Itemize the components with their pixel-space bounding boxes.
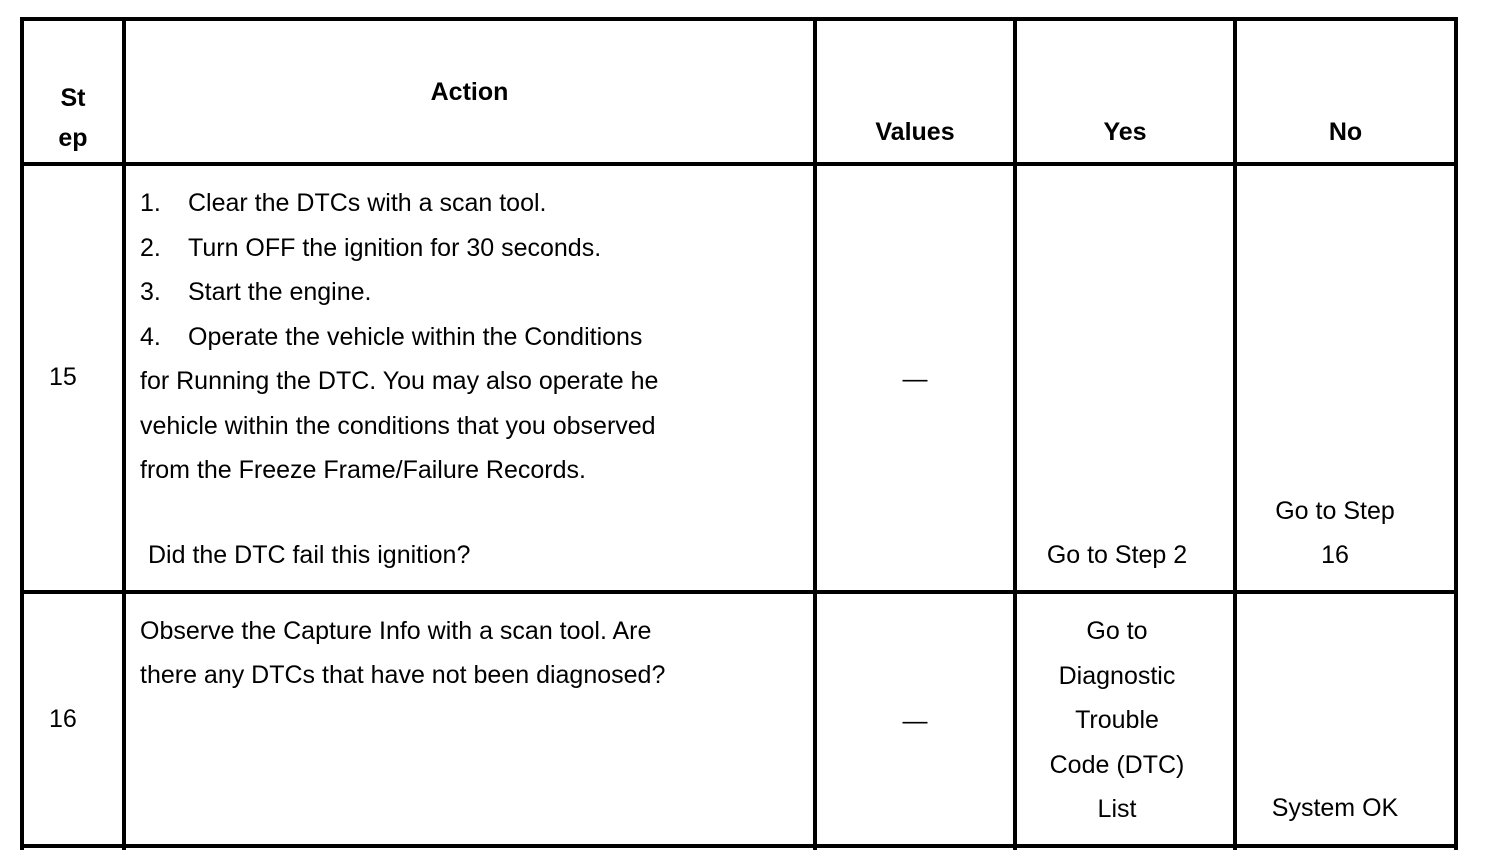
row15-action-continuation-2: vehicle within the conditions that you observed	[140, 411, 656, 440]
row15-action-item-3	[140, 270, 658, 315]
row16-yes-line3: Trouble	[1075, 706, 1159, 734]
row15-action-continuation-1: for Running the DTC. You may also operate he	[140, 367, 659, 395]
row16-yes	[1017, 609, 1217, 832]
row16-action-line1: Observe the Capture Info with a scan tool. Are	[140, 617, 652, 645]
table-border-top	[20, 17, 1458, 21]
row16-yes-line4: Code (DTC)	[1049, 750, 1185, 779]
list-number: 4.	[140, 322, 161, 351]
table-border-right	[1454, 17, 1458, 850]
list-item-text: Start the engine.	[188, 278, 372, 306]
row15-values: —	[902, 365, 928, 393]
header-step	[24, 78, 122, 158]
row16-action-line2: there any DTCs that have not been diagnosed?	[140, 661, 666, 689]
row15-no-line1: Go to Step	[1275, 497, 1395, 525]
header-no: No	[1328, 118, 1363, 146]
list-number: 2.	[140, 233, 161, 262]
row15-no-line2: 16	[1321, 541, 1349, 569]
row15-action-item-2	[140, 226, 658, 271]
row15-action-item-4	[140, 315, 658, 360]
row15-step: 15	[49, 363, 77, 391]
header-yes: Yes	[1103, 118, 1147, 146]
row16-yes-line5: List	[1097, 795, 1137, 823]
list-number: 1.	[140, 189, 161, 217]
column-divider-step-action	[122, 17, 126, 850]
row15-action	[140, 181, 658, 493]
list-item-text: Clear the DTCs with a scan tool.	[188, 189, 547, 217]
row16-no: System OK	[1271, 794, 1399, 822]
header-row-divider	[20, 162, 1458, 166]
list-item-text: Turn OFF the ignition for 30 seconds.	[188, 233, 602, 262]
list-number: 3.	[140, 278, 161, 306]
row15-yes: Go to Step 2	[1046, 541, 1188, 569]
header-step-line1: St	[60, 84, 86, 112]
row16-yes-line1: Go to	[1086, 617, 1148, 645]
header-step-line2: ep	[58, 124, 88, 152]
table-border-bottom	[20, 844, 1458, 848]
header-values: Values	[875, 118, 955, 146]
row15-action-item-1	[140, 181, 658, 226]
row16-yes-line2: Diagnostic	[1058, 661, 1176, 690]
row16-step: 16	[49, 705, 77, 733]
row-divider	[20, 590, 1458, 594]
row15-action-continuation-3: from the Freeze Frame/Failure Records.	[140, 456, 586, 484]
row16-values: —	[902, 707, 928, 735]
list-item-text: Operate the vehicle within the Conditions	[188, 322, 643, 351]
header-action: Action	[430, 78, 509, 106]
row15-question: Did the DTC fail this ignition?	[148, 541, 471, 569]
